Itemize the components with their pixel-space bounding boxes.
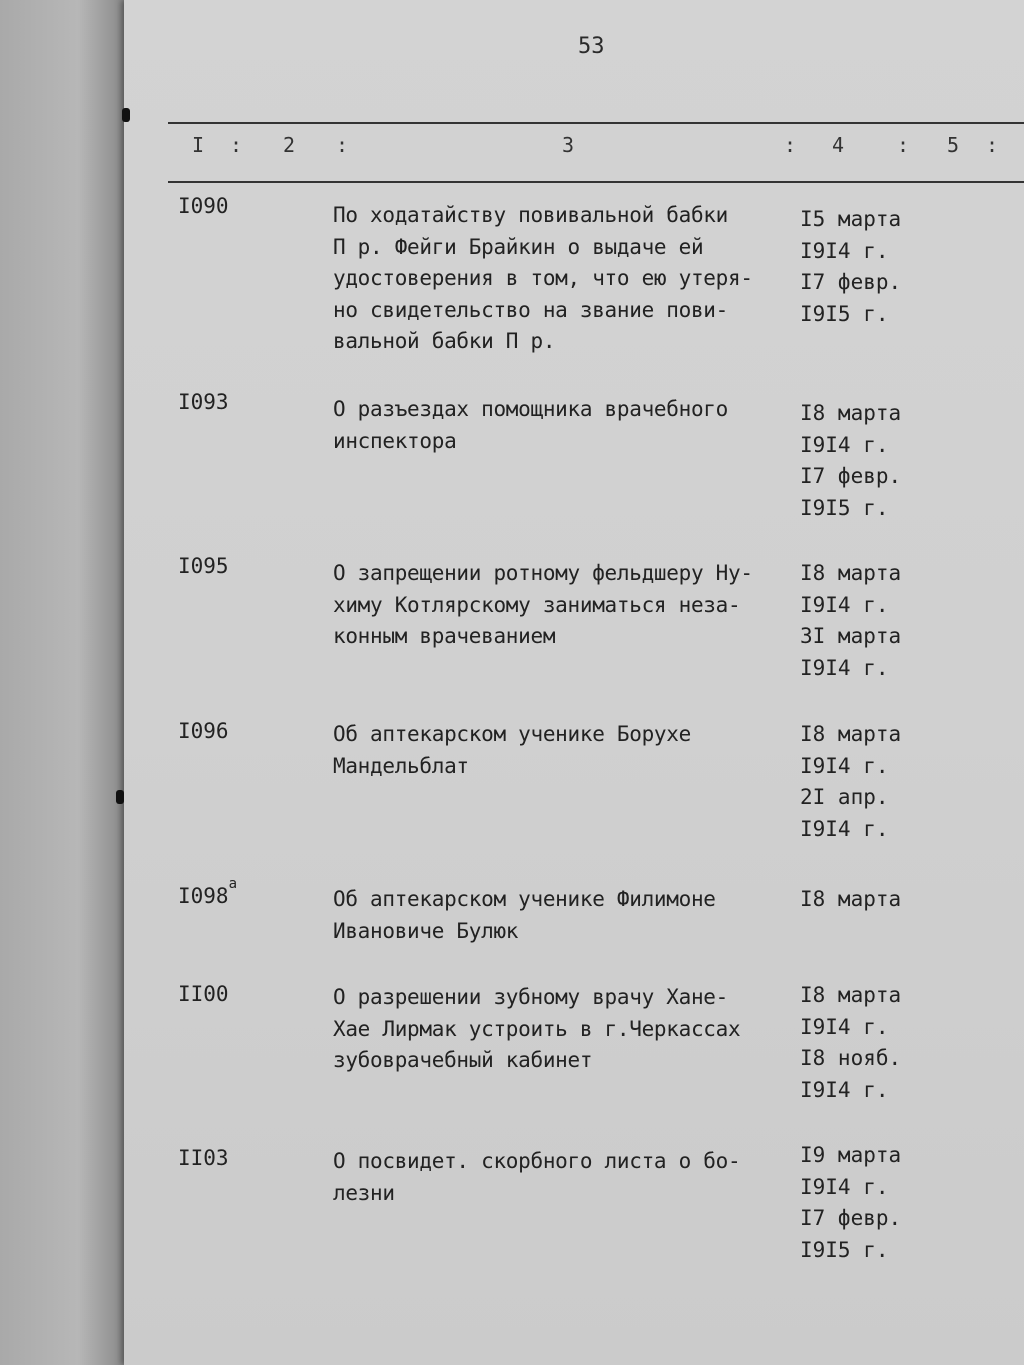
case-dates: I8 марта I9I4 г. I8 нояб. I9I4 г.	[800, 983, 902, 1102]
case-dates: I8 марта I9I4 г. 2I апр. I9I4 г.	[800, 722, 902, 841]
binding-hole-top	[122, 108, 130, 122]
column-header-1: I	[192, 133, 205, 157]
column-separator: :	[897, 133, 910, 157]
case-number: I096	[178, 719, 229, 743]
column-header-4: 4	[832, 133, 845, 157]
case-number: I090	[178, 194, 229, 218]
column-header-5: 5	[947, 133, 960, 157]
case-number: I093	[178, 390, 229, 414]
case-description: По ходатайству повивальной бабки П р. Фейги Брайкин о выдаче ей удостоверения в том, что ею утеря- но свидетельство на звание пови- вальной бабки П р.	[333, 203, 753, 353]
case-number: II03	[178, 1146, 229, 1170]
case-number: I095	[178, 554, 229, 578]
case-dates: I8 марта I9I4 г. I7 февр. I9I5 г.	[800, 401, 902, 520]
page-number: 53	[578, 34, 605, 59]
case-number: $I098^а$	[178, 876, 238, 908]
column-separator: :	[336, 133, 349, 157]
header-rule-top	[168, 122, 1024, 124]
case-dates: I9 марта I9I4 г. I7 февр. I9I5 г.	[800, 1143, 902, 1262]
case-description: О разъездах помощника врачебного инспектора	[333, 397, 728, 453]
case-description: О разрешении зубному врачу Хане- Хае Лирмак устроить в г.Черкассах зубоврачебный кабинет	[333, 985, 741, 1072]
case-description: Об аптекарском ученике Филимоне Ивановиче Булюк	[333, 887, 716, 943]
case-dates: I8 марта	[800, 887, 902, 911]
case-description: О запрещении ротному фельдшеру Ну- химу Котлярскому заниматься неза- конным врачеванием	[333, 561, 753, 648]
binding-spine	[0, 0, 130, 1365]
column-separator: :	[230, 133, 243, 157]
binding-hole-middle	[116, 790, 124, 804]
case-description: Об аптекарском ученике Борухе Мандельблат	[333, 722, 691, 778]
column-separator: :	[784, 133, 797, 157]
case-description: О посвидет. скорбного листа о бо- лезни	[333, 1149, 741, 1205]
column-header-3: 3	[562, 133, 575, 157]
header-rule-bottom	[168, 181, 1024, 183]
column-separator: :	[986, 133, 999, 157]
case-number: II00	[178, 982, 229, 1006]
column-header-2: 2	[283, 133, 296, 157]
case-dates: I8 марта I9I4 г. 3I марта I9I4 г.	[800, 561, 902, 680]
case-dates: I5 марта I9I4 г. I7 февр. I9I5 г.	[800, 207, 902, 326]
